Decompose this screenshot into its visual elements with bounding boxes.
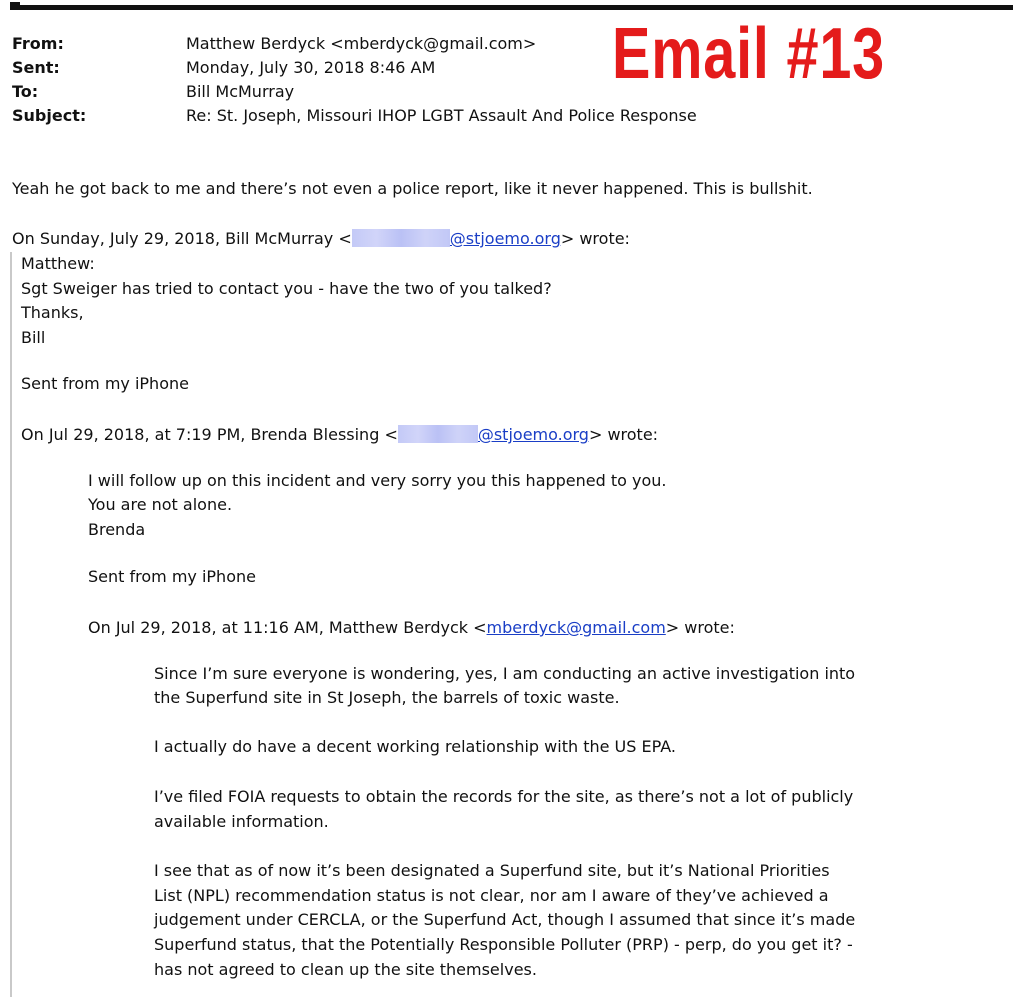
quote2-line: I will follow up on this incident and very sorry you this happened to you.: [88, 471, 667, 490]
quote1-attribution: [12, 229, 630, 248]
quote3-paragraph-line: I actually do have a decent working relationship with the US EPA.: [154, 737, 676, 756]
quote3-paragraph-line: the Superfund site in St Joseph, the barrels of toxic waste.: [154, 688, 620, 707]
top-rule: [10, 5, 1013, 10]
quote3-paragraph-line: judgement under CERCLA, or the Superfund Act, though I assumed that since it’s made: [154, 910, 856, 929]
quote1-line: Bill: [21, 328, 46, 347]
sent-value: Monday, July 30, 2018 8:46 AM: [186, 58, 436, 77]
from-value: Matthew Berdyck <mberdyck@gmail.com>: [186, 34, 537, 53]
sent-label: Sent:: [12, 58, 60, 77]
quote1-line: Matthew:: [21, 254, 95, 273]
quote3-paragraph-line: has not agreed to clean up the site themselves.: [154, 960, 537, 979]
quote2-line: Brenda: [88, 520, 146, 539]
to-value: Bill McMurray: [186, 82, 295, 101]
quote3-paragraph-line: List (NPL) recommendation status is not clear, nor am I aware of they’ve achieved a: [154, 886, 829, 905]
redaction-box: [352, 229, 450, 247]
quote1-email-link[interactable]: @stjoemo.org: [449, 229, 561, 248]
quote2-attribution-prefix: On Jul 29, 2018, at 7:19 PM, Brenda Blessing <: [21, 425, 398, 444]
quote3-paragraph-line: I see that as of now it’s been designated a Superfund site, but it’s National Priorities: [154, 861, 830, 880]
quote2-email-link[interactable]: @stjoemo.org: [477, 425, 589, 444]
quote2-line: You are not alone.: [88, 495, 233, 514]
quote3-paragraph-line: available information.: [154, 812, 329, 831]
email-number-stamp: Email #13: [612, 14, 885, 94]
quote1-attribution-suffix: > wrote:: [560, 229, 630, 248]
quote2-signature: Sent from my iPhone: [88, 567, 256, 586]
quote1-line: Sgt Sweiger has tried to contact you - have the two of you talked?: [21, 279, 552, 298]
from-label: From:: [12, 34, 64, 53]
quote3-paragraph-line: Since I’m sure everyone is wondering, yes, I am conducting an active investigation into: [154, 664, 856, 683]
quote3-paragraph-line: I’ve filed FOIA requests to obtain the records for the site, as there’s not a lot of publicly: [154, 787, 854, 806]
quote1-line: Thanks,: [21, 303, 84, 322]
subject-label: Subject:: [12, 106, 87, 125]
quote3-email-link[interactable]: mberdyck@gmail.com: [486, 618, 666, 637]
quote1-attribution-prefix: On Sunday, July 29, 2018, Bill McMurray <: [12, 229, 352, 248]
quote3-attribution: [88, 618, 735, 637]
quote1-signature: Sent from my iPhone: [21, 374, 189, 393]
quote3-attribution-prefix: On Jul 29, 2018, at 11:16 AM, Matthew Berdyck <: [88, 618, 487, 637]
to-label: To:: [12, 82, 39, 101]
quote3-attribution-suffix: > wrote:: [665, 618, 735, 637]
reply-body: Yeah he got back to me and there’s not even a police report, like it never happened. This is bullshit.: [12, 179, 813, 198]
subject-value: Re: St. Joseph, Missouri IHOP LGBT Assault And Police Response: [186, 106, 697, 125]
redaction-box: [398, 425, 478, 443]
quote2-attribution: [21, 425, 658, 444]
quote3-paragraph-line: Superfund status, that the Potentially Responsible Polluter (PRP) - perp, do you get it? -: [154, 935, 853, 954]
quote-bar: [10, 252, 12, 997]
quote2-attribution-suffix: > wrote:: [588, 425, 659, 444]
